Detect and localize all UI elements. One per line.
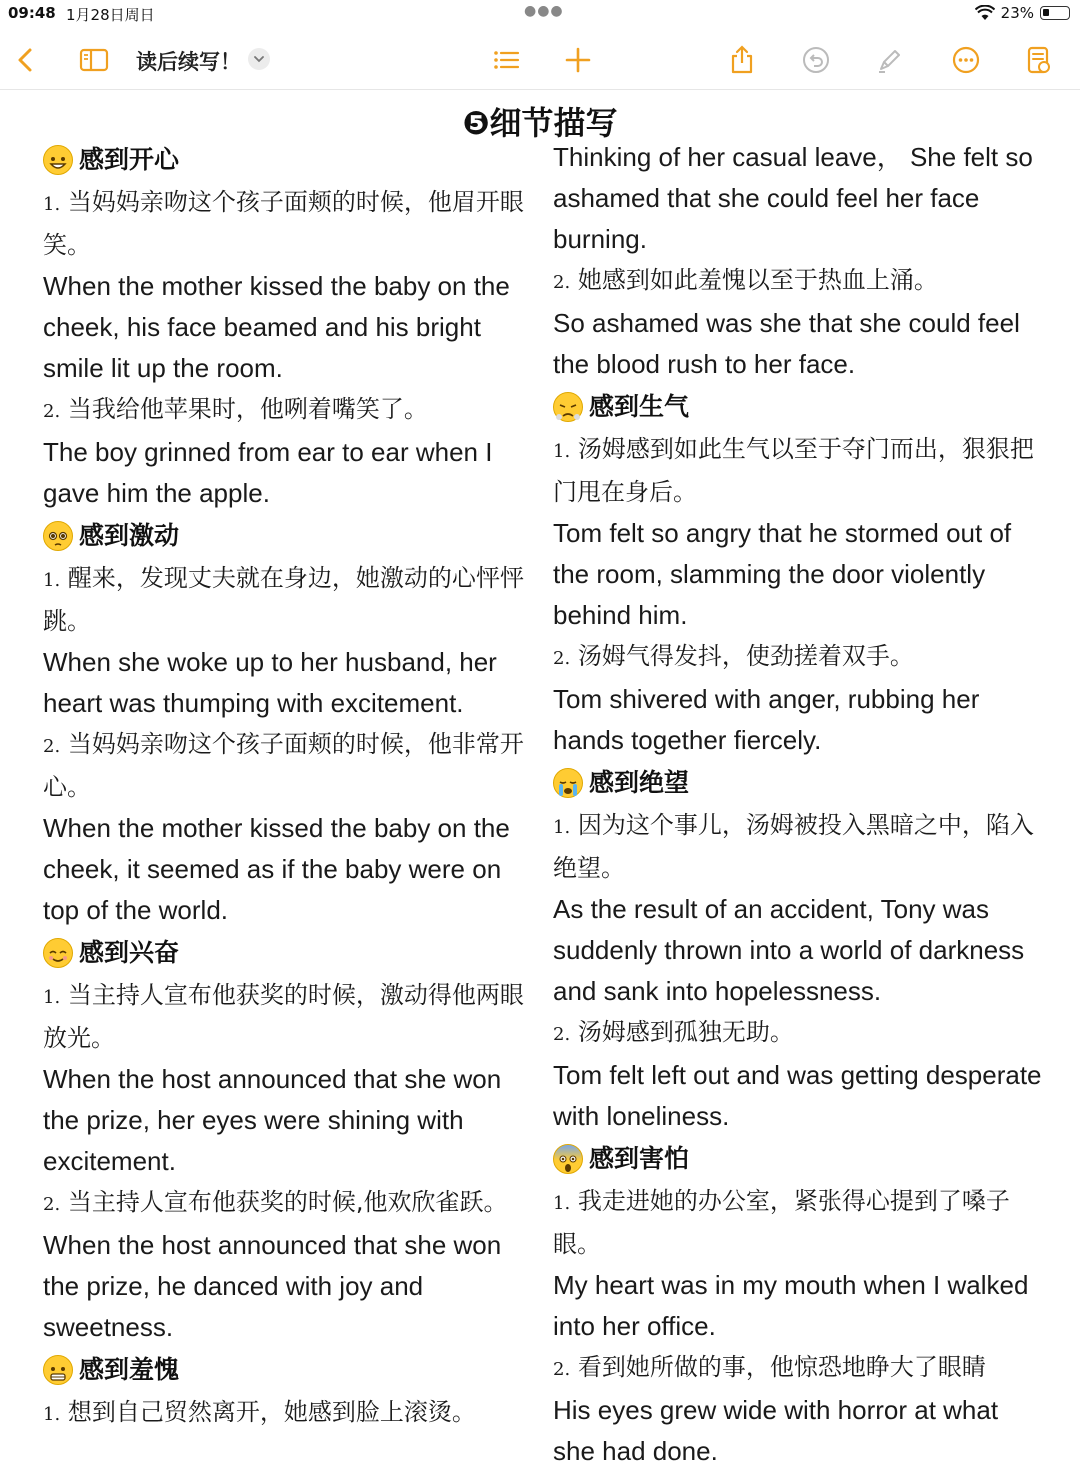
share-button[interactable] [720,38,764,82]
compose-icon [1023,45,1053,75]
battery-percent: 23% [1000,4,1034,22]
new-note-button[interactable] [1016,38,1060,82]
chinese-sentence: 2. 当主持人宣布他获奖的时候,他欢欣雀跃。 [43,1188,508,1216]
more-options-button[interactable] [944,38,988,82]
undo-button[interactable] [794,38,838,82]
right-column [553,137,1043,1472]
section-despair-title [553,761,1043,805]
grimacing-face-icon [43,1355,73,1385]
chinese-sentence: 1. 因为这个事儿，汤姆被投入黑暗之中，陷入绝望。 [553,811,1034,882]
section-afraid-title [553,1137,1043,1181]
english-sentence: My heart was in my mouth when I walked into her office. [553,1270,1029,1341]
chinese-sentence: 2. 看到她所做的事，他惊恐地睁大了眼睛 [553,1353,986,1381]
chevron-down-icon [253,53,265,65]
wifi-icon [975,5,995,21]
english-sentence: Tom felt so angry that he stormed out of the room, slamming the door violently behind him. [553,518,1012,630]
english-sentence: So ashamed was she that she could feel the blood rush to her face. [553,308,1020,379]
english-sentence: The boy grinned from ear to ear when I gave him the apple. [43,437,493,508]
chevron-left-icon [11,45,41,75]
english-sentence: When the host announced that she won the prize, her eyes were shining with excitement. [43,1064,502,1176]
status-indicators [975,4,1070,22]
chinese-sentence: 2. 她感到如此羞愧以至于热血上涌。 [553,266,938,294]
screaming-face-icon [553,1144,583,1174]
english-sentence: Tom felt left out and was getting desperate with loneliness. [553,1060,1042,1131]
note-title[interactable]: 读后续写！ [136,50,241,74]
markup-button[interactable] [868,38,912,82]
section-title-text: 感到激动 [79,521,180,550]
section-excited-title [43,931,533,975]
battery-icon [1040,6,1070,20]
chinese-sentence: 1. 想到自己贸然离开，她感到脸上滚烫。 [43,1398,476,1426]
undo-icon [801,45,831,75]
back-button[interactable] [4,38,48,82]
notes-toolbar [0,30,1080,90]
share-icon [727,45,757,75]
section-angry-title [553,385,1043,429]
multitasking-dots-icon[interactable]: ●●● [524,3,564,19]
chinese-sentence: 1. 当妈妈亲吻这个孩子面颊的时候，他眉开眼笑。 [43,188,524,259]
pleading-face-icon [43,521,73,551]
chinese-sentence: 1. 当主持人宣布他获奖的时候，激动得他两眼放光。 [43,981,524,1052]
section-title-text: 感到生气 [589,392,690,421]
chinese-sentence: 1. 醒来，发现丈夫就在身边，她激动的心怦怦跳。 [43,564,524,635]
sidebar-icon [79,45,109,75]
english-sentence: Thinking of her casual leave， She felt so ashamed that she could feel her face burning. [553,142,1033,254]
status-time: 09:48 [8,4,56,22]
chinese-sentence: 1. 我走进她的办公室，紧张得心提到了嗓子眼。 [553,1187,1010,1258]
checklist-button[interactable] [484,38,528,82]
crying-face-icon [553,768,583,798]
smiling-face-icon [43,938,73,968]
chinese-sentence: 2. 当妈妈亲吻这个孩子面颊的时候，他非常开心。 [43,730,524,801]
chinese-sentence: 2. 汤姆感到孤独无助。 [553,1018,794,1046]
status-date: 1月28日周日 [66,6,155,24]
add-button[interactable] [556,38,600,82]
page-title: ❺细节描写 [462,104,618,142]
steam-from-nose-face-icon [553,392,583,422]
grinning-face-icon [43,145,73,175]
chinese-sentence: 2. 当我给他苹果时，他咧着嘴笑了。 [43,395,428,423]
section-title-text: 感到绝望 [589,768,690,797]
title-menu-button[interactable] [248,48,270,70]
section-title-text: 感到羞愧 [79,1355,180,1384]
status-bar [0,0,1080,26]
plus-icon [563,45,593,75]
section-title-text: 感到害怕 [589,1144,690,1173]
section-title-text: 感到兴奋 [79,938,180,967]
chinese-sentence: 1. 汤姆感到如此生气以至于夺门而出，狠狠把门甩在身后。 [553,435,1034,506]
english-sentence: His eyes grew wide with horror at what she had done. [553,1395,999,1466]
sidebar-toggle-button[interactable] [72,38,116,82]
english-sentence: As the result of an accident, Tony was suddenly thrown into a world of darkness and sank into hopelessness. [553,894,1025,1006]
left-column [43,138,533,1435]
ellipsis-circle-icon [951,45,981,75]
section-moved-title [43,514,533,558]
english-sentence: Tom shivered with anger, rubbing her hands together fiercely. [553,684,980,755]
english-sentence: When the host announced that she won the prize, he danced with joy and sweetness. [43,1230,502,1342]
section-happy-title [43,138,533,182]
section-ashamed-title [43,1348,533,1392]
pen-icon [875,45,905,75]
section-title-text: 感到开心 [79,145,180,174]
chinese-sentence: 2. 汤姆气得发抖，使劲搓着双手。 [553,642,914,670]
english-sentence: When the mother kissed the baby on the cheek, his face beamed and his bright smile lit up the room. [43,271,510,383]
english-sentence: When the mother kissed the baby on the cheek, it seemed as if the baby were on top of the world. [43,813,510,925]
list-icon [491,45,521,75]
english-sentence: When she woke up to her husband, her heart was thumping with excitement. [43,647,497,718]
